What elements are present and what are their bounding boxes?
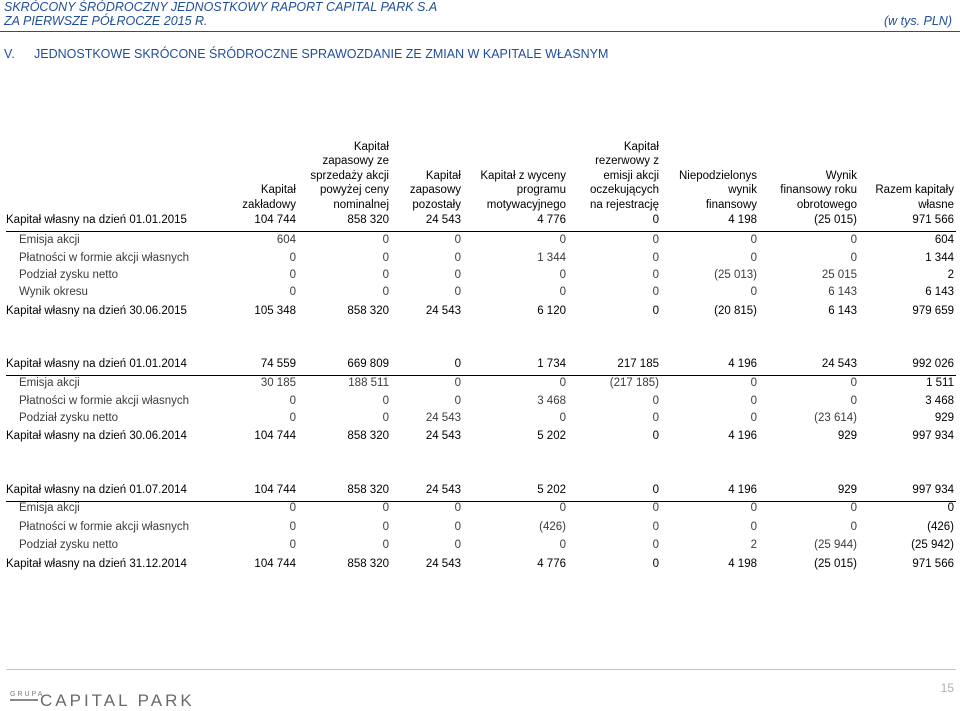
table-cell: 0	[750, 377, 757, 389]
table-row	[0, 212, 960, 230]
table-cell: 1 511	[926, 377, 954, 389]
column-header	[466, 136, 566, 212]
table-cell: 0	[850, 521, 857, 533]
table-row	[0, 232, 960, 250]
column-header-label: Kapitał zakładowy	[242, 184, 296, 211]
table-cell: 104 744	[254, 430, 296, 442]
table-cell: 0	[454, 521, 461, 533]
table-cell: 0	[652, 269, 659, 281]
table-cell: 105 348	[254, 305, 296, 317]
row-label: Kapitał własny na dzień 01.01.2015	[6, 214, 187, 226]
table-cell: 4 196	[728, 430, 757, 442]
row-label: Podział zysku netto	[19, 539, 119, 551]
table-cell: 0	[289, 269, 296, 281]
currency-unit-label: (w tys. PLN)	[883, 14, 952, 28]
table-cell: 929	[837, 430, 857, 442]
column-header	[289, 136, 389, 212]
table-cell: (25 015)	[814, 558, 857, 570]
table-cell: 0	[850, 502, 857, 514]
table-cell: 0	[382, 234, 389, 246]
table-row	[0, 356, 960, 374]
table-cell: 0	[454, 234, 461, 246]
table-row	[0, 500, 960, 518]
table-cell: 6 120	[537, 305, 566, 317]
table-cell: 997 934	[912, 484, 954, 496]
table-row	[0, 284, 960, 302]
table-cell: 858 320	[347, 558, 389, 570]
table-cell: 3 468	[537, 395, 566, 407]
table-cell: 0	[850, 234, 857, 246]
table-cell: 0	[652, 558, 659, 570]
table-cell: 0	[559, 412, 566, 424]
table-cell: 0	[382, 539, 389, 551]
row-label: Płatności w formie akcji własnych	[19, 521, 190, 533]
table-cell: 0	[289, 252, 296, 264]
section-number: V.	[4, 47, 15, 61]
table-cell: 0	[559, 234, 566, 246]
row-label: Kapitał własny na dzień 01.07.2014	[6, 484, 187, 496]
table-cell: 0	[652, 484, 659, 496]
table-cell: 24 543	[425, 484, 461, 496]
table-row	[0, 519, 960, 537]
table-cell: 0	[750, 521, 757, 533]
table-cell: 0	[382, 521, 389, 533]
table-cell: 0	[289, 286, 296, 298]
table-row	[0, 250, 960, 268]
table-cell: 24 543	[425, 305, 461, 317]
row-label: Emisja akcji	[19, 377, 80, 389]
table-cell: 0	[652, 521, 659, 533]
logo-group-text: GRUPA	[10, 691, 45, 698]
table-cell: 0	[750, 286, 757, 298]
table-cell: 858 320	[347, 305, 389, 317]
table-cell: 0	[750, 395, 757, 407]
table-cell: 104 744	[254, 214, 296, 226]
table-cell: 0	[750, 502, 757, 514]
column-header-label: Kapitał zapasowy pozostały	[409, 169, 461, 211]
header-divider	[0, 31, 960, 32]
column-header	[762, 136, 857, 212]
column-header-label: Kapitał z wyceny programu motywacyjnego	[480, 169, 566, 211]
table-row	[0, 482, 960, 500]
table-row	[0, 537, 960, 555]
table-cell: 0	[559, 502, 566, 514]
table-cell: (25 015)	[814, 214, 857, 226]
table-cell: 0	[652, 395, 659, 407]
table-cell: 1 344	[537, 252, 566, 264]
table-cell: 0	[454, 377, 461, 389]
table-cell: 0	[454, 252, 461, 264]
row-label: Płatności w formie akcji własnych	[19, 252, 190, 264]
table-cell: 0	[652, 430, 659, 442]
table-cell: 0	[382, 502, 389, 514]
table-cell: 0	[652, 305, 659, 317]
section-heading: JEDNOSTKOWE SKRÓCONE ŚRÓDROCZNE SPRAWOZDANIE ZE ZMIAN W KAPITALE WŁASNYM	[34, 47, 609, 61]
table-cell: 992 026	[912, 358, 954, 370]
table-cell: 0	[559, 539, 566, 551]
row-label: Wynik okresu	[19, 286, 88, 298]
table-cell: 0	[947, 502, 954, 514]
table-cell: 104 744	[254, 558, 296, 570]
column-header	[859, 136, 954, 212]
column-header-label: Kapitał rezerwowy z emisji akcji oczekujących na rejestrację	[589, 140, 659, 211]
table-cell: 971 566	[912, 214, 954, 226]
table-cell: 5 202	[537, 430, 566, 442]
table-cell: 0	[454, 502, 461, 514]
table-cell: 4 776	[537, 558, 566, 570]
page-number: 15	[940, 681, 954, 695]
section-title	[4, 47, 608, 61]
table-cell: 0	[382, 286, 389, 298]
column-header-label: Niepodzielonys wynik finansowy	[679, 169, 757, 211]
table-row	[0, 556, 960, 574]
row-label: Kapitał własny na dzień 01.01.2014	[6, 358, 187, 370]
table-cell: 24 543	[425, 430, 461, 442]
table-cell: 4 776	[537, 214, 566, 226]
table-cell: 0	[382, 395, 389, 407]
table-cell: 0	[652, 214, 659, 226]
column-header-label: Wynik finansowy roku obrotowego	[780, 169, 857, 211]
table-cell: 24 543	[425, 214, 461, 226]
table-cell: 858 320	[347, 214, 389, 226]
table-cell: 971 566	[912, 558, 954, 570]
table-cell: 0	[850, 377, 857, 389]
table-cell: 0	[559, 269, 566, 281]
table-cell: 0	[454, 358, 461, 370]
table-row	[0, 303, 960, 321]
table-cell: 24 543	[425, 412, 461, 424]
row-label: Emisja akcji	[19, 502, 80, 514]
table-cell: 2	[750, 539, 757, 551]
table-cell: (25 942)	[911, 539, 954, 551]
table-cell: 4 196	[728, 358, 757, 370]
table-row	[0, 428, 960, 446]
table-cell: 0	[559, 377, 566, 389]
row-label: Kapitał własny na dzień 30.06.2014	[6, 430, 187, 442]
table-cell: 0	[289, 395, 296, 407]
table-cell: 0	[454, 395, 461, 407]
table-cell: 0	[289, 521, 296, 533]
table-cell: (426)	[539, 521, 566, 533]
table-cell: 0	[850, 395, 857, 407]
table-cell: 979 659	[912, 305, 954, 317]
table-cell: 188 511	[348, 377, 389, 389]
table-cell: 3 468	[925, 395, 954, 407]
table-row	[0, 267, 960, 285]
row-label: Podział zysku netto	[19, 412, 119, 424]
row-label: Kapitał własny na dzień 31.12.2014	[6, 558, 187, 570]
table-cell: 4 198	[728, 558, 757, 570]
table-cell: 1 734	[537, 358, 566, 370]
table-cell: 5 202	[537, 484, 566, 496]
table-cell: 929	[934, 412, 954, 424]
table-cell: 24 543	[425, 558, 461, 570]
table-cell: 0	[652, 234, 659, 246]
table-cell: 0	[652, 502, 659, 514]
table-cell: (426)	[927, 521, 954, 533]
table-cell: 0	[454, 286, 461, 298]
table-cell: 25 015	[821, 269, 857, 281]
table-cell: 104 744	[254, 484, 296, 496]
table-cell: 0	[382, 252, 389, 264]
table-cell: (25 944)	[814, 539, 857, 551]
table-cell: 0	[750, 252, 757, 264]
table-cell: (20 815)	[714, 305, 757, 317]
table-cell: 858 320	[347, 484, 389, 496]
table-cell: 217 185	[617, 358, 659, 370]
company-logo: CAPITAL PARK	[40, 691, 195, 710]
table-cell: 0	[454, 539, 461, 551]
table-cell: 4 196	[728, 484, 757, 496]
row-label: Płatności w formie akcji własnych	[19, 395, 190, 407]
row-label: Podział zysku netto	[19, 269, 119, 281]
row-label: Emisja akcji	[19, 234, 80, 246]
table-cell: 0	[454, 269, 461, 281]
column-header	[216, 136, 296, 212]
footer-divider	[6, 669, 956, 670]
table-cell: 0	[652, 252, 659, 264]
report-header-line-1: SKRÓCONY ŚRÓDROCZNY JEDNOSTKOWY RAPORT CAPITAL PARK S.A	[4, 0, 438, 14]
column-header	[665, 136, 757, 212]
table-cell: 0	[382, 412, 389, 424]
table-cell: 669 809	[347, 358, 389, 370]
table-row	[0, 410, 960, 428]
table-cell: 0	[289, 502, 296, 514]
row-label: Kapitał własny na dzień 30.06.2015	[6, 305, 187, 317]
table-cell: 24 543	[821, 358, 857, 370]
table-cell: 0	[850, 252, 857, 264]
table-row	[0, 393, 960, 411]
table-cell: 2	[947, 269, 954, 281]
table-cell: 0	[750, 234, 757, 246]
table-cell: 0	[382, 269, 389, 281]
table-cell: 0	[559, 286, 566, 298]
table-cell: 1 344	[925, 252, 954, 264]
report-header-line-2: ZA PIERWSZE PÓŁROCZE 2015 R.	[4, 14, 208, 28]
table-cell: 0	[289, 539, 296, 551]
table-cell: 74 559	[260, 358, 296, 370]
table-cell: 6 143	[925, 286, 954, 298]
column-header-label: Razem kapitały własne	[875, 184, 954, 211]
table-cell: (25 013)	[714, 269, 757, 281]
table-cell: 30 185	[260, 377, 296, 389]
table-cell: 6 143	[828, 286, 857, 298]
table-cell: 929	[837, 484, 857, 496]
table-cell: (23 614)	[814, 412, 857, 424]
column-header-label: Kapitał zapasowy ze sprzedaży akcji powyżej ceny nominalnej	[310, 140, 389, 211]
table-cell: 997 934	[912, 430, 954, 442]
table-cell: 0	[652, 539, 659, 551]
column-header	[391, 136, 461, 212]
column-header	[561, 136, 659, 212]
table-cell: 0	[750, 412, 757, 424]
table-cell: 0	[652, 412, 659, 424]
table-cell: 604	[934, 234, 954, 246]
table-cell: 858 320	[347, 430, 389, 442]
table-cell: (217 185)	[609, 377, 659, 389]
table-cell: 6 143	[828, 305, 857, 317]
table-row	[0, 375, 960, 393]
table-cell: 604	[276, 234, 296, 246]
table-cell: 0	[652, 286, 659, 298]
logo-bar	[10, 699, 38, 701]
table-cell: 4 198	[728, 214, 757, 226]
table-cell: 0	[289, 412, 296, 424]
